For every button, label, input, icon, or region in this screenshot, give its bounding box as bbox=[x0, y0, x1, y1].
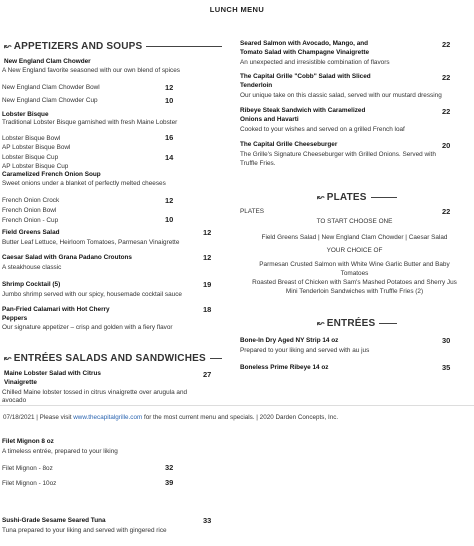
chowder-cup: New England Clam Chowder Cup bbox=[2, 97, 98, 104]
ny-strip-desc: Prepared to your liking and served with au jus bbox=[240, 347, 370, 354]
lobster-salad-name-line2: Vinaigrette bbox=[4, 379, 37, 386]
ny-strip-price: 30 bbox=[442, 336, 451, 345]
onion-cup-price: 10 bbox=[165, 215, 174, 224]
calamari-desc: Our signature appetizer – crisp and golden with a fiery flavor bbox=[2, 324, 173, 331]
heading-rule bbox=[210, 358, 222, 359]
ny-strip-name: Bone-In Dry Aged NY Strip 14 oz bbox=[240, 337, 339, 344]
cobb-name-line1: The Capital Grille "Cobb" Salad with Sliced bbox=[240, 73, 371, 80]
right-column bbox=[235, 0, 474, 400]
chowder-name: New England Clam Chowder bbox=[4, 58, 91, 65]
website-link[interactable]: www.thecapitalgrille.com bbox=[73, 414, 143, 421]
footer-note bbox=[3, 414, 338, 421]
tuna-price: 33 bbox=[203, 516, 212, 525]
calamari-price: 18 bbox=[203, 305, 212, 314]
cheeseburger-price: 20 bbox=[442, 141, 451, 150]
plates-choose-one: TO START CHOOSE ONE bbox=[316, 218, 393, 225]
plates-option2-line2: Mini Tenderloin Sandwiches with Truffle Fries (2) bbox=[285, 288, 424, 295]
tuna-desc: Tuna prepared to your liking and served with gingered rice bbox=[2, 527, 167, 534]
lobster-salad-name-line1: Maine Lobster Salad with Citrus bbox=[4, 370, 101, 377]
chowder-bowl-price: 12 bbox=[165, 83, 174, 92]
heading-rule bbox=[379, 323, 397, 324]
cheeseburger-name: The Capital Grille Cheeseburger bbox=[240, 141, 338, 148]
page-divider bbox=[0, 405, 474, 406]
plates-option2-line1: Roasted Breast of Chicken with Sam's Mashed Potatoes and Sherry Jus bbox=[252, 279, 457, 286]
filet-name: Filet Mignon 8 oz bbox=[2, 438, 54, 445]
plates-start-options: Field Greens Salad | New England Clam Chowder | Caesar Salad bbox=[261, 234, 448, 241]
entree-salads-heading-text: ENTRÉES SALADS AND SANDWICHES bbox=[13, 353, 206, 364]
swirl-ornament-icon: ↜ bbox=[317, 318, 325, 328]
plates-option1-line1: Parmesan Crusted Salmon with White Wine Garlic Butter and Baby bbox=[259, 261, 450, 268]
bisque-cup: Lobster Bisque Cup bbox=[2, 154, 59, 161]
entree-salads-heading bbox=[4, 353, 222, 364]
salmon-salad-name-line2: Tomato Salad with Champagne Vinaigrette bbox=[240, 49, 370, 56]
entrees-heading bbox=[317, 318, 397, 329]
plates-your-choice: YOUR CHOICE OF bbox=[326, 247, 383, 254]
caesar-name: Caesar Salad with Grana Padano Croutons bbox=[2, 254, 132, 261]
plates-heading bbox=[317, 192, 397, 203]
salmon-salad-price: 22 bbox=[442, 40, 451, 49]
prime-ribeye-price: 35 bbox=[442, 363, 451, 372]
plates-label: PLATES bbox=[240, 208, 265, 215]
chowder-cup-price: 10 bbox=[165, 96, 174, 105]
onion-crock-price: 12 bbox=[165, 196, 174, 205]
shrimp-name: Shrimp Cocktail (5) bbox=[2, 281, 61, 288]
onion-desc: Sweet onions under a blanket of perfectly melted cheeses bbox=[2, 180, 166, 187]
lobster-salad-desc-line1: Chilled Maine lobster tossed in citrus vinaigrette over arugula and bbox=[2, 389, 188, 396]
salmon-salad-desc: An unexpected and irresistible combination of flavors bbox=[240, 59, 390, 66]
plates-price: 22 bbox=[442, 207, 451, 216]
footer-text-before: 07/18/2021 | Please visit bbox=[3, 414, 74, 421]
filet-8oz: Filet Mignon - 8oz bbox=[2, 465, 53, 472]
bisque-ap-bowl: AP Lobster Bisque Bowl bbox=[2, 144, 71, 151]
tuna-name: Sushi-Grade Sesame Seared Tuna bbox=[2, 517, 106, 524]
bisque-ap-cup: AP Lobster Bisque Cup bbox=[2, 163, 69, 170]
swirl-ornament-icon: ↜ bbox=[4, 41, 12, 51]
shrimp-price: 19 bbox=[203, 280, 212, 289]
appetizers-section bbox=[0, 0, 225, 404]
prime-ribeye-name: Boneless Prime Ribeye 14 oz bbox=[240, 364, 329, 371]
cobb-desc: Our unique take on this classic salad, served with our mustard dressing bbox=[240, 92, 442, 99]
greens-name: Field Greens Salad bbox=[2, 229, 60, 236]
bisque-name: Lobster Bisque bbox=[2, 111, 49, 118]
swirl-ornament-icon: ↜ bbox=[317, 192, 325, 202]
onion-name: Caramelized French Onion Soup bbox=[2, 171, 101, 178]
cobb-price: 22 bbox=[442, 73, 451, 82]
caesar-desc: A steakhouse classic bbox=[2, 264, 62, 271]
bisque-bowl: Lobster Bisque Bowl bbox=[2, 135, 61, 142]
onion-cup: French Onion - Cup bbox=[2, 217, 59, 224]
plates-heading-text: PLATES bbox=[326, 192, 367, 203]
ribeye-sandwich-name-line2: Onions and Havarti bbox=[240, 116, 299, 123]
ribeye-sandwich-name-line1: Ribeye Steak Sandwich with Caramelized bbox=[240, 107, 366, 114]
ribeye-sandwich-desc: Cooked to your wishes and served on a grilled French loaf bbox=[240, 126, 405, 133]
heading-rule bbox=[146, 46, 222, 47]
heading-rule bbox=[371, 197, 397, 198]
bisque-desc: Traditional Lobster Bisque garnished with fresh Maine Lobster bbox=[2, 119, 178, 126]
calamari-name-line2: Peppers bbox=[2, 315, 28, 322]
ribeye-sandwich-price: 22 bbox=[442, 107, 451, 116]
caesar-price: 12 bbox=[203, 253, 212, 262]
greens-price: 12 bbox=[203, 228, 212, 237]
page-title: LUNCH MENU bbox=[209, 5, 265, 14]
cheeseburger-desc-line2: Truffle Fries. bbox=[240, 160, 276, 167]
appetizers-heading bbox=[4, 41, 222, 52]
shrimp-desc: Jumbo shrimp served with our spicy, housemade cocktail sauce bbox=[2, 291, 182, 298]
chowder-bowl: New England Clam Chowder Bowl bbox=[2, 84, 100, 91]
onion-crock: French Onion Crock bbox=[2, 197, 60, 204]
filet-10oz-price: 39 bbox=[165, 478, 174, 487]
greens-desc: Butter Leaf Lettuce, Heirloom Tomatoes, Parmesan Vinaigrette bbox=[2, 239, 180, 246]
lobster-salad-desc-line2: avocado bbox=[2, 397, 27, 404]
onion-bowl: French Onion Bowl bbox=[2, 207, 57, 214]
lobster-salad-price: 27 bbox=[203, 370, 212, 379]
footer-text-after: for the most current menu and specials. | 2020 Darden Concepts, Inc. bbox=[142, 414, 339, 421]
filet-10oz: Filet Mignon - 10oz bbox=[2, 480, 57, 487]
cheeseburger-desc-line1: The Grille's Signature Cheeseburger with Grilled Onions. Served with bbox=[240, 151, 436, 158]
filet-desc: A timeless entrée, prepared to your liking bbox=[2, 448, 118, 455]
lower-section bbox=[0, 430, 225, 546]
bisque-bowl-price: 16 bbox=[165, 133, 174, 142]
swirl-ornament-icon: ↜ bbox=[4, 353, 12, 363]
plates-option1-line2: Tomatoes bbox=[340, 270, 369, 277]
bisque-cup-price: 14 bbox=[165, 153, 174, 162]
filet-8oz-price: 32 bbox=[165, 463, 174, 472]
entrees-heading-text: ENTRÉES bbox=[326, 318, 376, 329]
cobb-name-line2: Tenderloin bbox=[240, 82, 273, 89]
salmon-salad-name-line1: Seared Salmon with Avocado, Mango, and bbox=[240, 40, 369, 47]
chowder-desc: A New England favorite seasoned with our own blend of spices bbox=[2, 67, 180, 74]
appetizers-heading-text: APPETIZERS AND SOUPS bbox=[13, 41, 143, 52]
calamari-name-line1: Pan-Fried Calamari with Hot Cherry bbox=[2, 306, 110, 313]
